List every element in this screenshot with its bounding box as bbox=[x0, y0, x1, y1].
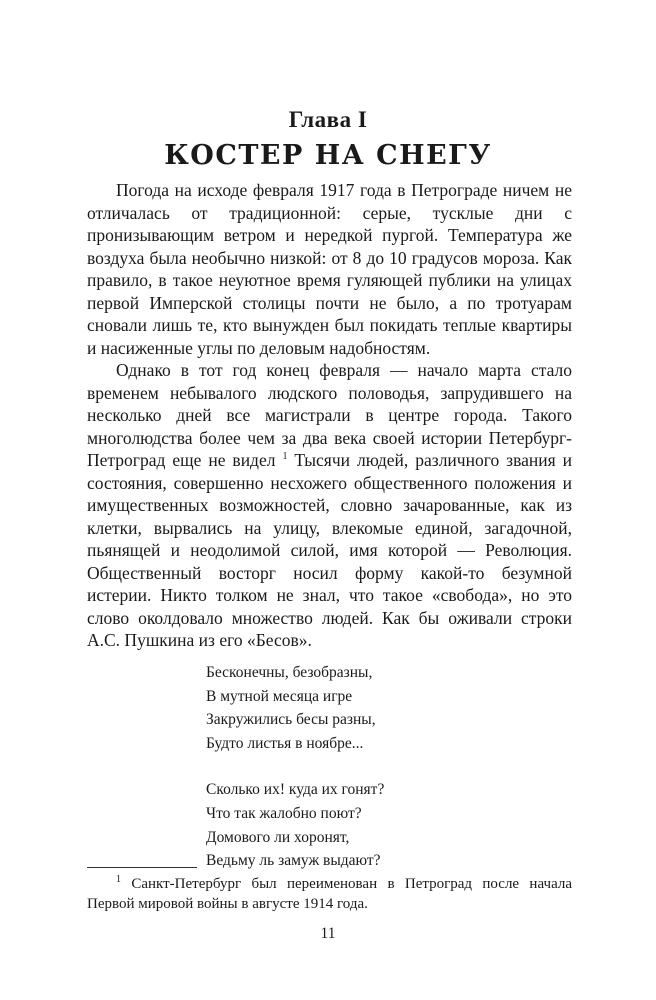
paragraph-2-part-2: Тысячи людей, различного звания и состояния, совершенно несхожего общественного положения и имущественных возможностей, словно зачарованные, как из клетки, вырвались на улицу, влекомые единой, загадочной, пьянящей и неодолимой силой, имя которой — Революция. Общественный восторг носил форму какой-то безумной истерии. Никто толком не знал, что такое «свобода», но это слово околдовало множество людей. Как бы оживали строки А.С. Пушкина из его «Бесов». bbox=[87, 450, 573, 650]
footnote bbox=[87, 874, 572, 914]
poem-quote bbox=[206, 661, 384, 873]
footnote-divider bbox=[87, 867, 197, 868]
verse-line: Будто листья в ноябре... bbox=[206, 734, 364, 752]
verse-line: Закружились бесы разны, bbox=[206, 711, 376, 729]
verse-line: Домового ли хоронят, bbox=[206, 828, 350, 846]
paragraph-2 bbox=[87, 359, 572, 652]
page-number: 11 bbox=[320, 925, 336, 942]
body-text bbox=[87, 179, 572, 652]
poem-stanza-1 bbox=[206, 661, 384, 755]
verse-line: Бесконечны, безобразны, bbox=[206, 664, 373, 681]
chapter-label: Глава I bbox=[288, 107, 368, 132]
paragraph-1: Погода на исходе февраля 1917 года в Петрограде ничем не отличалась от традиционной: серые, тусклые дни с пронизывающим ветром и нередкой пургой. Температура же воздуха была необычно низкой: от 8 до 10 градусов мороза. Как правило, в такое неуютное время гуляющей публики на улицах первой Имперской столицы почти не было, а по тротуарам сновали лишь те, кто вынужден был покидать теплые квартиры и насиженные углы по деловым надобностям. bbox=[87, 180, 572, 358]
paragraph-2-part-1: Однако в тот год конец февраля — начало марта стало временем небывалого людского половодья, запрудившего на несколько дней все магистрали в центре города. Такого многолюдства более чем за два века своей истории Петербург-Петроград еще не видел bbox=[87, 360, 572, 470]
poem-stanza-2 bbox=[206, 778, 384, 872]
footnote-reference: 1 bbox=[282, 451, 288, 463]
verse-line: Ведьму ль замуж выдают? bbox=[206, 852, 381, 870]
verse-line: Сколько их! куда их гонят? bbox=[206, 781, 385, 799]
footnote-marker: 1 bbox=[116, 874, 121, 885]
chapter-title: КОСТЕР НА СНЕГУ bbox=[164, 140, 492, 171]
verse-line: Что так жалобно поют? bbox=[206, 804, 362, 822]
verse-line: В мутной месяца игре bbox=[206, 687, 353, 705]
footnote-text: Санкт-Петербург был переименован в Петроград после начала Первой мировой войны в августе 1914 года. bbox=[87, 876, 572, 912]
